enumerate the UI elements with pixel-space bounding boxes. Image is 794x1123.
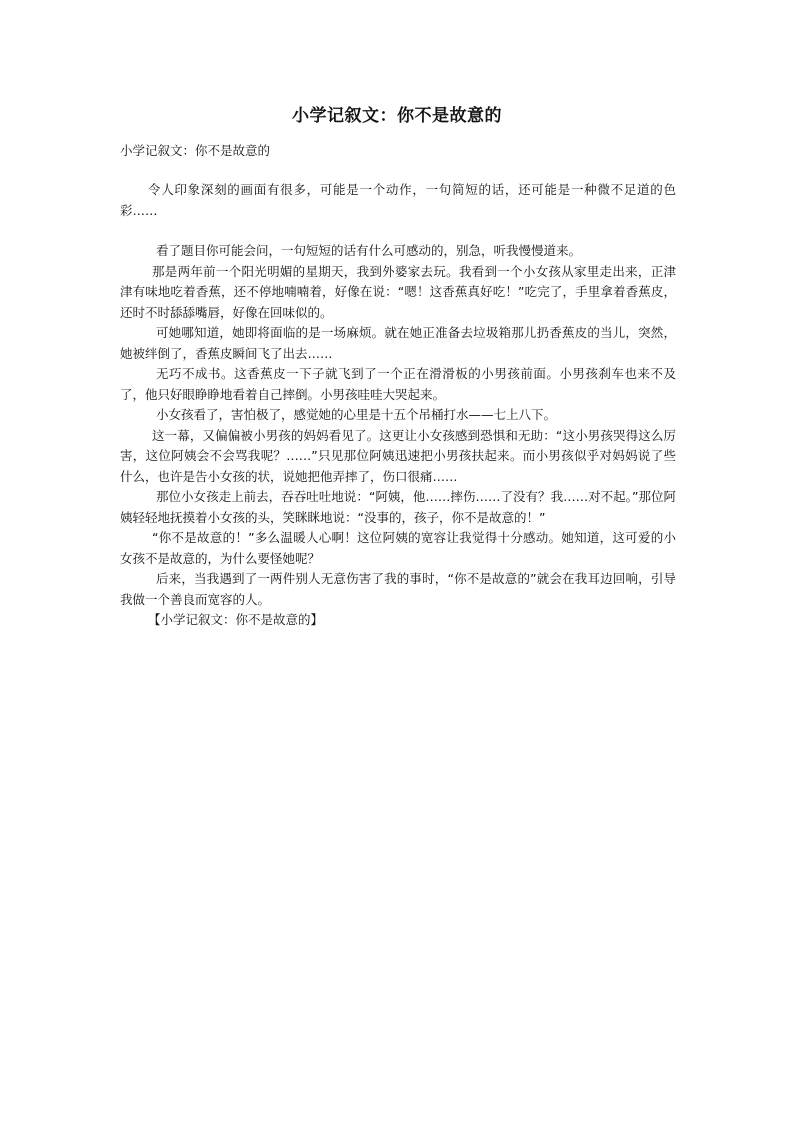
paragraph: 那位小女孩走上前去，吞吞吐吐地说：“阿姨，他……摔伤……了没有？我……对不起。”那位阿姨轻轻地抚摸着小女孩的头，笑眯眯地说：“没事的，孩子，你不是故意的！” <box>120 489 676 525</box>
paragraph: 小女孩看了，害怕极了，感觉她的心里是十五个吊桶打水——七上八下。 <box>156 407 557 422</box>
paragraph-gap <box>120 221 676 241</box>
paragraph: 这一幕，又偏偏被小男孩的妈妈看见了。这更让小女孩感到恐惧和无助：“这小男孩哭得这么厉害，这位阿姨会不会骂我呢？……”只见那位阿姨迅速把小男孩扶起来。而小男孩似乎对妈妈说了些什么，也许是告小女孩的状，说她把他弄摔了，伤口很痛…… <box>120 427 676 484</box>
paragraph: 那是两年前一个阳光明媚的星期天，我到外婆家去玩。我看到一个小女孩从家里走出来，正津津有味地吃着香蕉，还不停地喃喃着，好像在说：“嗯！这香蕉真好吃！”吃完了，手里拿着香蕉皮，还时不时舔舔嘴唇，好像在回味似的。 <box>120 263 676 320</box>
paragraph-intro: 令人印象深刻的画面有很多，可能是一个动作，一句简短的话，还可能是一种微不足道的色彩…… <box>120 182 676 218</box>
document-body <box>120 180 676 631</box>
paragraph: 后来，当我遇到了一两件别人无意伤害了我的事时，“你不是故意的”就会在我耳边回响，引导我做一个善良而宽容的人。 <box>120 571 676 607</box>
document-subtitle: 小学记叙文：你不是故意的 <box>120 143 271 158</box>
paragraph: “你不是故意的！”多么温暖人心啊！这位阿姨的宽容让我觉得十分感动。她知道，这可爱的小女孩不是故意的，为什么要怪她呢？ <box>120 530 676 566</box>
paragraph: 无巧不成书。这香蕉皮一下子就飞到了一个正在滑滑板的小男孩前面。小男孩刹车也来不及了，他只好眼睁睁地看着自己摔倒。小男孩哇哇大哭起来。 <box>120 366 676 402</box>
document-title: 小学记叙文：你不是故意的 <box>292 106 502 126</box>
paragraph: 看了题目你可能会问，一句短短的话有什么可感动的，别急，听我慢慢道来。 <box>156 243 582 258</box>
paragraph: 可她哪知道，她即将面临的是一场麻烦。就在她正准备去垃圾箱那儿扔香蕉皮的当儿，突然，她被绊倒了，香蕉皮瞬间飞了出去…… <box>120 325 676 361</box>
paragraph-closing: 【小学记叙文：你不是故意的】 <box>148 612 324 627</box>
